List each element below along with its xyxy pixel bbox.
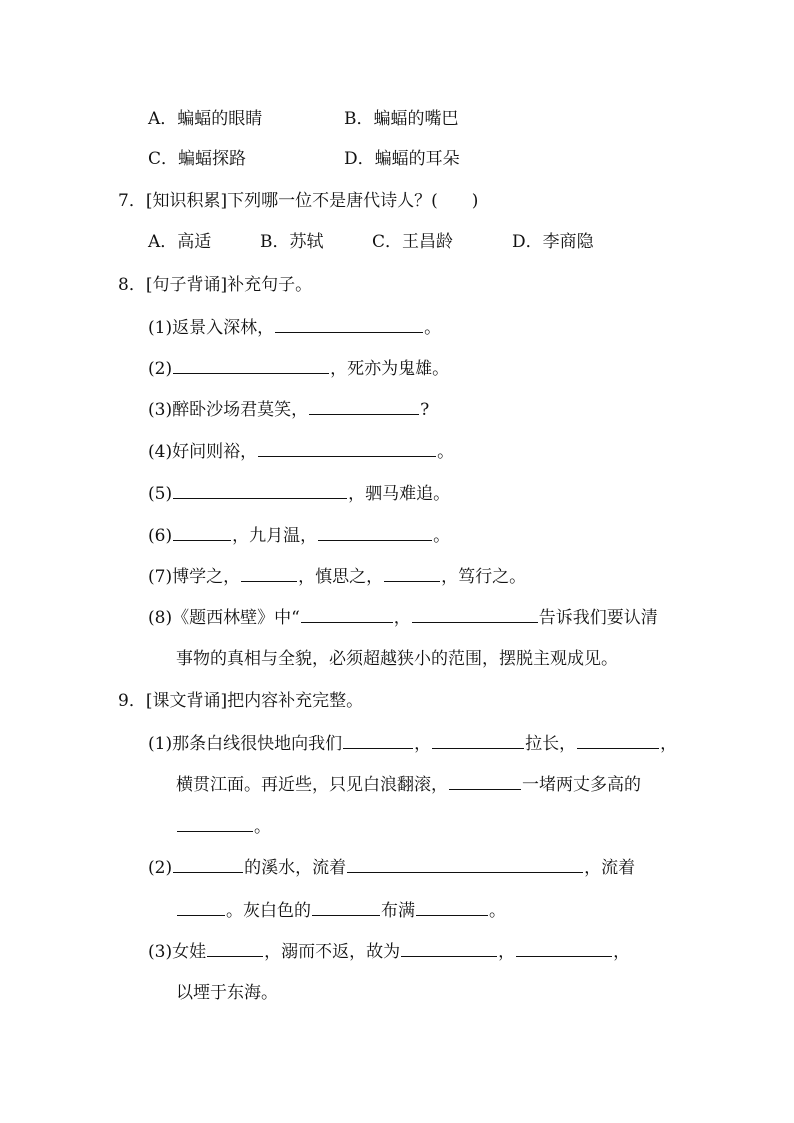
answer-blank[interactable]	[432, 732, 524, 749]
item-text: ，	[498, 942, 516, 962]
item-text: ，	[393, 608, 411, 628]
item-text: 告诉我们要认清	[538, 608, 658, 628]
answer-blank[interactable]	[173, 357, 329, 374]
item-text: 。	[437, 442, 455, 462]
option-a: A．蝙蝠的眼睛	[148, 109, 263, 129]
answer-blank[interactable]	[275, 316, 423, 333]
option-d: D．李商隐	[512, 232, 594, 252]
q8-item-8	[148, 606, 658, 629]
q9-item-2-line-2	[176, 899, 506, 922]
item-text: 。	[433, 526, 451, 546]
answer-blank[interactable]	[173, 482, 347, 499]
item-text: 布满	[381, 901, 415, 921]
item-text: (5)	[148, 484, 173, 504]
option-d: D．蝙蝠的耳朵	[344, 149, 460, 169]
answer-blank[interactable]	[449, 773, 521, 790]
q8-item-6	[148, 524, 450, 547]
answer-blank[interactable]	[516, 940, 612, 957]
item-text: (7)博学之，	[148, 567, 241, 587]
answer-blank[interactable]	[301, 606, 393, 623]
item-text: (3)女娃	[148, 942, 207, 962]
answer-blank[interactable]	[312, 899, 380, 916]
option-a: A．高适	[148, 232, 212, 252]
q9-item-3-line-2: 以堙于东海。	[176, 983, 278, 1003]
item-text: 。灰白色的	[226, 901, 311, 921]
question-7-stem: 7．[知识积累]下列哪一位不是唐代诗人？( )	[118, 191, 479, 211]
item-text: 。	[254, 817, 271, 837]
item-text: (1)返景入深林，	[148, 318, 275, 338]
item-text: ?	[420, 400, 430, 420]
answer-blank[interactable]	[412, 606, 538, 623]
item-text: ，流着	[584, 858, 636, 878]
item-text: 。	[489, 901, 506, 921]
answer-blank[interactable]	[347, 856, 583, 873]
option-b: B．苏轼	[260, 232, 324, 252]
item-text: ，	[613, 942, 631, 962]
q8-item-7	[148, 565, 526, 588]
item-text: ，九月温，	[232, 526, 318, 546]
answer-blank[interactable]	[309, 398, 419, 415]
answer-blank[interactable]	[343, 732, 413, 749]
q8-item-8-continued: 事物的真相与全貌，必须超越狭小的范围，摆脱主观成见。	[176, 649, 618, 669]
item-text: (2)	[148, 359, 173, 379]
q8-item-5	[148, 482, 450, 505]
q9-item-2	[148, 856, 635, 879]
answer-blank[interactable]	[173, 856, 243, 873]
item-text: ，	[414, 734, 432, 754]
answer-blank[interactable]	[207, 940, 263, 957]
question-9-stem: 9．[课文背诵]把内容补充完整。	[118, 691, 364, 711]
item-text: ，	[660, 734, 678, 754]
answer-blank[interactable]	[318, 524, 432, 541]
item-text: ，溺而不返，故为	[264, 942, 401, 962]
q8-item-1	[148, 316, 441, 339]
answer-blank[interactable]	[401, 940, 497, 957]
q9-item-1-line-2	[176, 773, 641, 796]
item-text: (2)	[148, 858, 173, 878]
question-8-stem: 8．[句子背诵]补充句子。	[118, 275, 313, 295]
item-text: ，死亦为鬼雄。	[330, 359, 450, 379]
item-text: ，笃行之。	[441, 567, 527, 587]
item-text: (4)好问则裕，	[148, 442, 258, 462]
answer-blank[interactable]	[177, 899, 225, 916]
q8-item-4	[148, 440, 454, 463]
option-c: C．王昌龄	[372, 232, 454, 252]
answer-blank[interactable]	[258, 440, 436, 457]
item-text: (6)	[148, 526, 173, 546]
q8-item-3	[148, 398, 429, 421]
item-text: 。	[424, 318, 442, 338]
answer-blank[interactable]	[577, 732, 659, 749]
answer-blank[interactable]	[173, 524, 231, 541]
option-c: C．蝙蝠探路	[148, 149, 247, 169]
item-text: ，驷马难追。	[348, 484, 451, 504]
answer-blank[interactable]	[384, 565, 440, 582]
q8-item-2	[148, 357, 449, 380]
item-text: 横贯江面。再近些，只见白浪翻滚，	[176, 775, 448, 795]
item-text: (3)醉卧沙场君莫笑，	[148, 400, 309, 420]
item-text: 的溪水，流着	[244, 858, 347, 878]
q9-item-3	[148, 940, 630, 963]
q9-item-1	[148, 732, 677, 755]
answer-blank[interactable]	[416, 899, 488, 916]
answer-blank[interactable]	[241, 565, 297, 582]
answer-blank[interactable]	[177, 815, 253, 832]
item-text: ，慎思之，	[298, 567, 384, 587]
q9-item-1-line-3	[176, 815, 271, 838]
item-text: (1)那条白线很快地向我们	[148, 734, 343, 754]
item-text: 一堵两丈多高的	[522, 775, 641, 795]
option-b: B．蝙蝠的嘴巴	[344, 109, 459, 129]
item-text: (8)《题西林壁》中“	[148, 608, 300, 628]
item-text: 拉长，	[525, 734, 577, 754]
